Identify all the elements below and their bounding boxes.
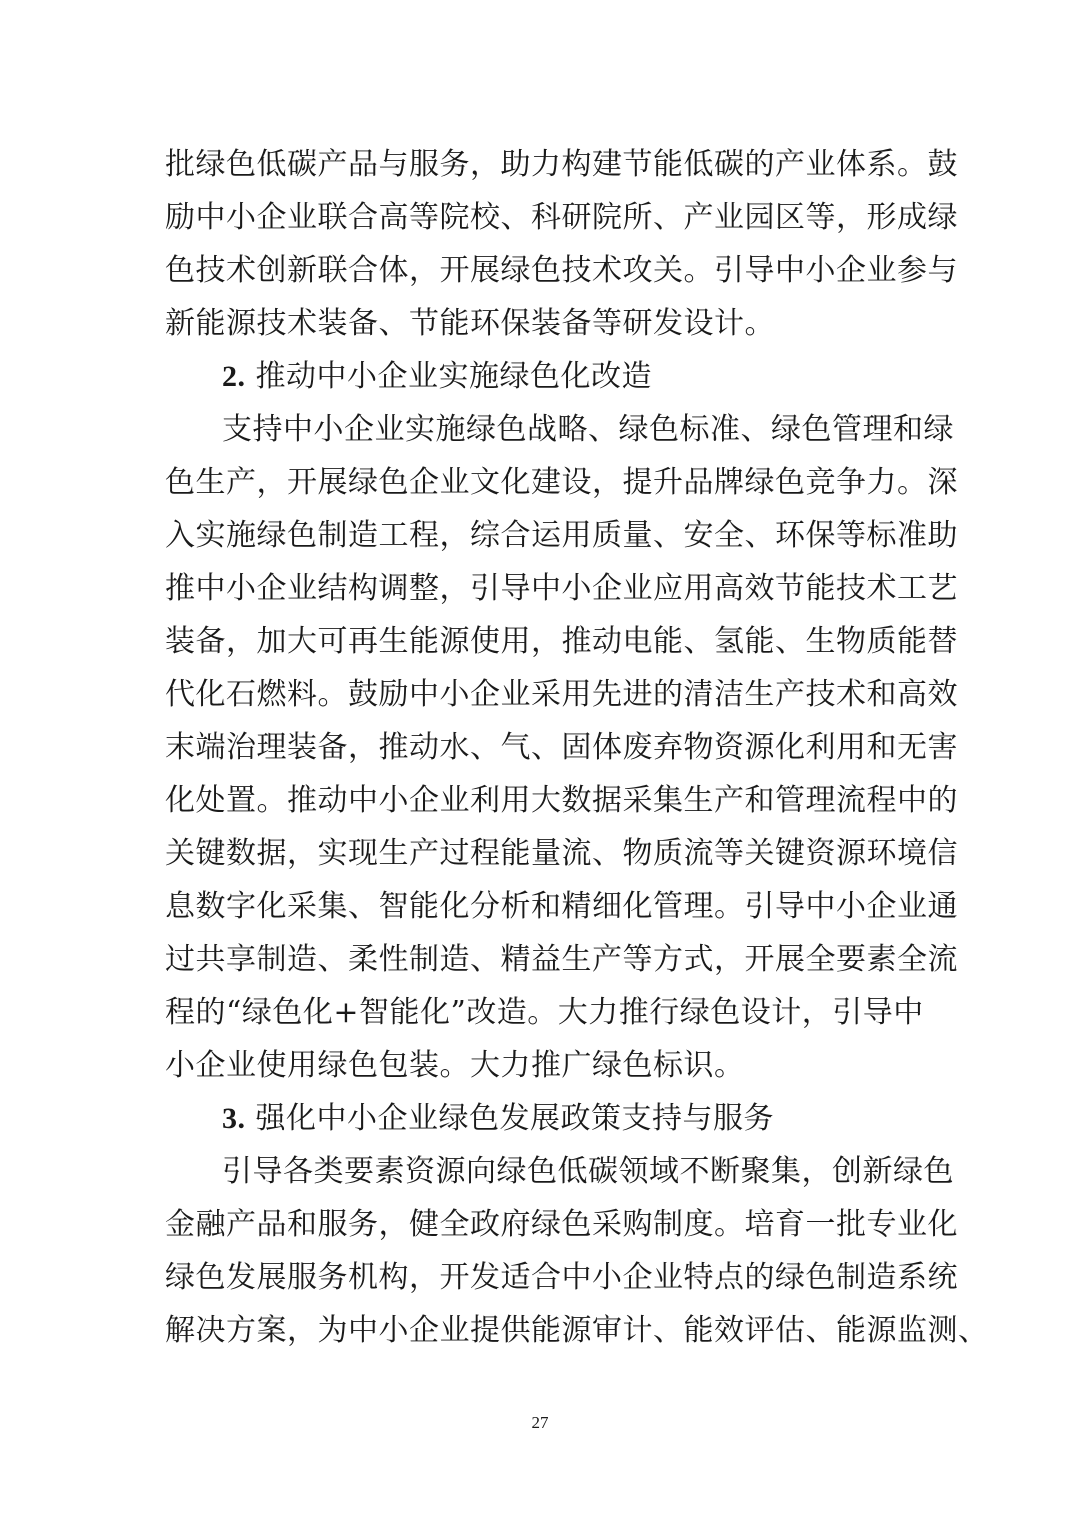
- section-number: 2.: [222, 360, 246, 393]
- paragraph-line: 小企业使用绿色包装。大力推广绿色标识。: [165, 1048, 745, 1083]
- paragraph-line: 新能源技术装备、节能环保装备等研发设计。: [165, 306, 775, 341]
- paragraph-line: 励中小企业联合高等院校、科研院所、产业园区等，形成绿: [165, 200, 958, 235]
- section-heading: [222, 357, 652, 397]
- page-number: 27: [531, 1413, 549, 1432]
- paragraph-line: 关键数据，实现生产过程能量流、物质流等关键资源环境信: [165, 836, 958, 871]
- paragraph-line: 装备，加大可再生能源使用，推动电能、氢能、生物质能替: [165, 624, 958, 659]
- paragraph-line: 末端治理装备，推动水、气、固体废弃物资源化利用和无害: [165, 730, 958, 765]
- paragraph-line: 支持中小企业实施绿色战略、绿色标准、绿色管理和绿: [222, 412, 954, 447]
- paragraph-line: 入实施绿色制造工程，综合运用质量、安全、环保等标准助: [165, 518, 958, 553]
- paragraph-line: 引导各类要素资源向绿色低碳领域不断聚集，创新绿色: [222, 1154, 954, 1189]
- section-title: 强化中小企业绿色发展政策支持与服务: [255, 1101, 775, 1136]
- paragraph-line: 色生产，开展绿色企业文化建设，提升品牌绿色竞争力。深: [165, 465, 958, 500]
- section-heading: [222, 1099, 774, 1139]
- paragraph-line: 推中小企业结构调整，引导中小企业应用高效节能技术工艺: [165, 571, 958, 606]
- section-title: 推动中小企业实施绿色化改造: [255, 359, 653, 394]
- paragraph-line: 代化石燃料。鼓励中小企业采用先进的清洁生产技术和高效: [165, 677, 958, 712]
- paragraph-line: 过共享制造、柔性制造、精益生产等方式，开展全要素全流: [165, 942, 958, 977]
- paragraph-line: 息数字化采集、智能化分析和精细化管理。引导中小企业通: [165, 889, 958, 924]
- paragraph-line: 程的“绿色化+智能化”改造。大力推行绿色设计，引导中: [165, 995, 924, 1030]
- section-number: 3.: [222, 1102, 246, 1135]
- paragraph-line: 金融产品和服务，健全政府绿色采购制度。培育一批专业化: [165, 1207, 958, 1242]
- paragraph-line: 色技术创新联合体，开展绿色技术攻关。引导中小企业参与: [165, 253, 958, 288]
- paragraph-line: 解决方案，为中小企业提供能源审计、能效评估、能源监测、: [165, 1313, 989, 1348]
- paragraph-line: 批绿色低碳产品与服务，助力构建节能低碳的产业体系。鼓: [165, 147, 958, 182]
- paragraph-line: 绿色发展服务机构，开发适合中小企业特点的绿色制造系统: [165, 1260, 958, 1295]
- paragraph-line: 化处置。推动中小企业利用大数据采集生产和管理流程中的: [165, 783, 958, 818]
